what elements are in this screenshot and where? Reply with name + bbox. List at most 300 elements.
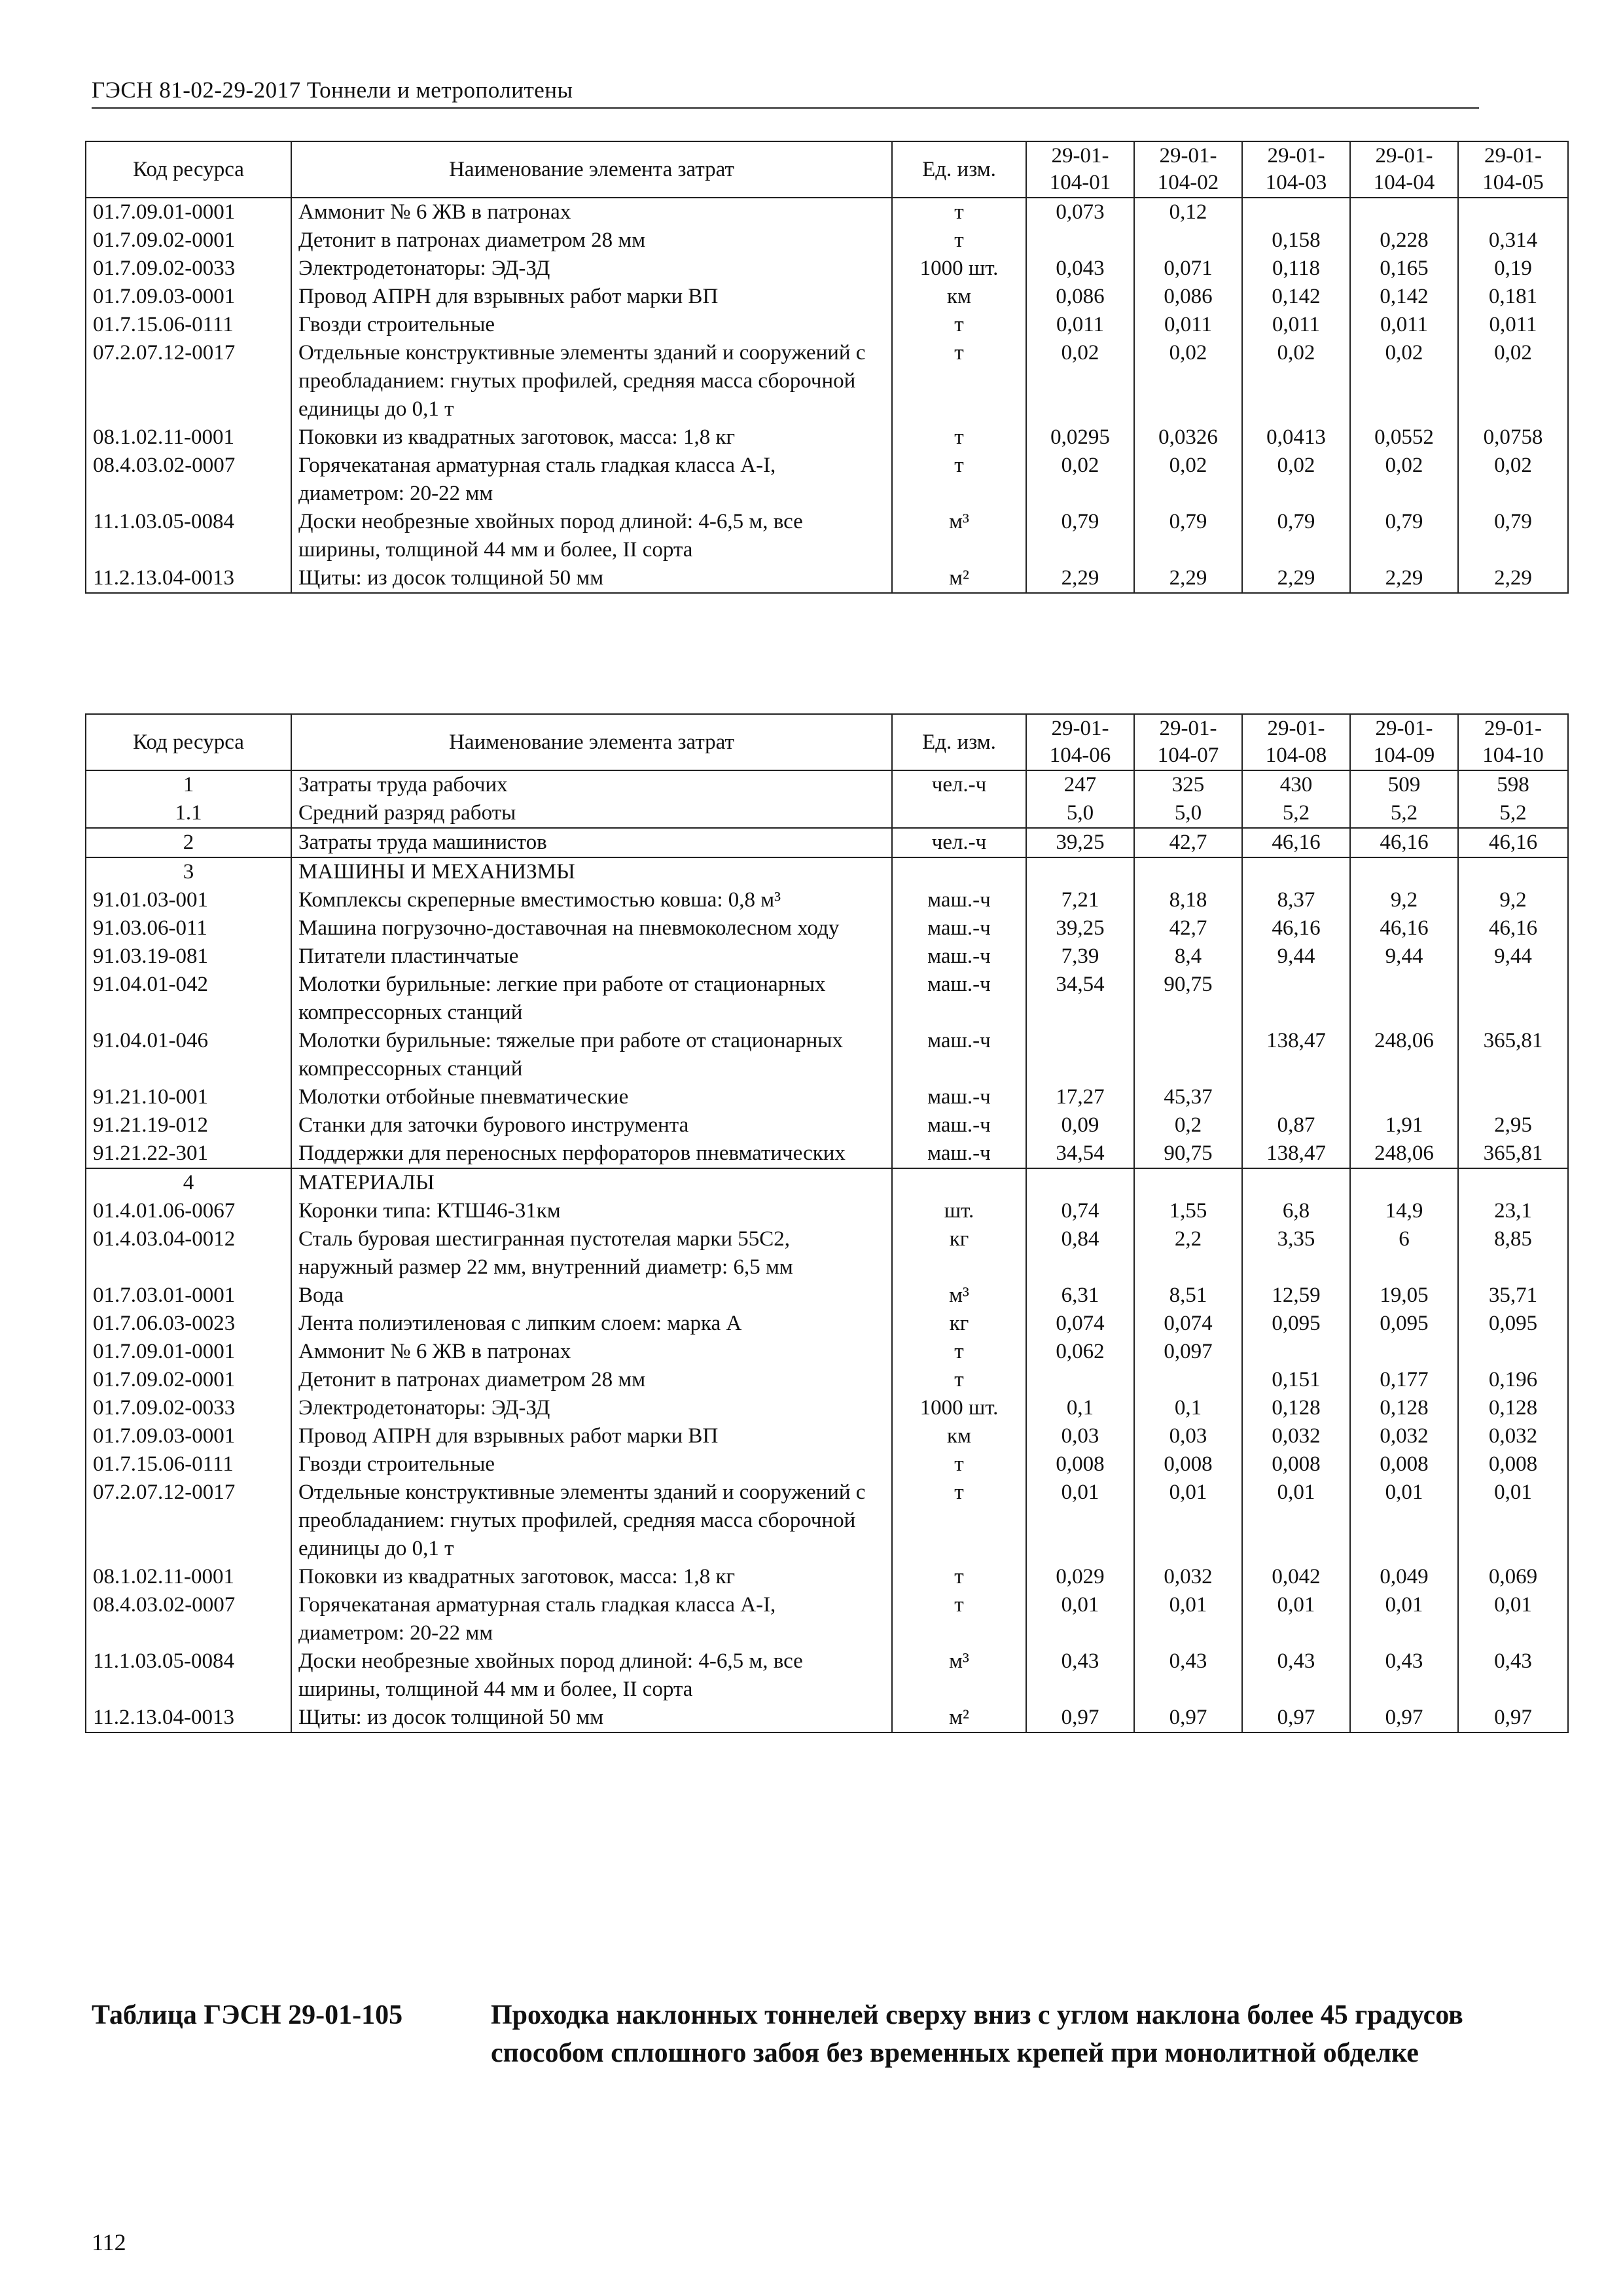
cell-unit: маш.-ч [892, 886, 1026, 914]
cell-value: 0,03 [1026, 1422, 1134, 1450]
col-header-norm: 29-01-104-05 [1458, 141, 1568, 198]
table-row [86, 1479, 1568, 1563]
cell-value [1134, 1168, 1242, 1197]
table-header-row [86, 141, 1568, 198]
cell-value: 0,128 [1242, 1394, 1350, 1422]
cell-code: 3 [86, 857, 291, 886]
cell-value: 46,16 [1458, 914, 1568, 942]
resource-table-2 [85, 713, 1569, 1733]
col-header-code: Код ресурса [86, 141, 291, 198]
cell-value [1458, 857, 1568, 886]
cell-name: Электродетонаторы: ЭД-ЗД [291, 255, 892, 283]
cell-value: 7,21 [1026, 886, 1134, 914]
cell-unit: т [892, 226, 1026, 255]
cell-value: 0,12 [1134, 198, 1242, 226]
col-header-norm: 29-01-104-09 [1350, 714, 1458, 770]
cell-unit: т [892, 1366, 1026, 1394]
cell-value: 0,0758 [1458, 423, 1568, 452]
cell-code: 91.21.19-012 [86, 1111, 291, 1139]
table-row [86, 1450, 1568, 1479]
cell-value: 1,55 [1134, 1197, 1242, 1225]
cell-value: 0,43 [1242, 1647, 1350, 1704]
cell-value: 0,02 [1458, 339, 1568, 423]
cell-value: 5,0 [1026, 799, 1134, 828]
cell-unit [892, 1168, 1026, 1197]
cell-value: 0,142 [1242, 283, 1350, 311]
cell-value [1242, 198, 1350, 226]
cell-unit: т [892, 311, 1026, 339]
cell-value: 0,032 [1134, 1563, 1242, 1591]
cell-value: 248,06 [1350, 1027, 1458, 1083]
cell-value: 0,01 [1242, 1479, 1350, 1563]
table-row [86, 828, 1568, 857]
cell-value: 2,29 [1242, 564, 1350, 593]
col-header-norm: 29-01-104-07 [1134, 714, 1242, 770]
cell-unit: т [892, 1338, 1026, 1366]
cell-value: 19,05 [1350, 1282, 1458, 1310]
cell-value: 365,81 [1458, 1027, 1568, 1083]
page-number: 112 [92, 2229, 126, 2255]
cell-value: 0,118 [1242, 255, 1350, 283]
cell-value: 0,032 [1242, 1422, 1350, 1450]
cell-value: 0,095 [1242, 1310, 1350, 1338]
table-row [86, 799, 1568, 828]
cell-code: 91.04.01-046 [86, 1027, 291, 1083]
cell-value [1026, 857, 1134, 886]
cell-value: 0,142 [1350, 283, 1458, 311]
cell-value: 0,2 [1134, 1111, 1242, 1139]
cell-value [1458, 1083, 1568, 1111]
cell-name: Доски необрезные хвойных пород длиной: 4-6,5 м, все ширины, толщиной 44 мм и более, II сорта [291, 1647, 892, 1704]
cell-value: 9,2 [1350, 886, 1458, 914]
cell-value: 0,062 [1026, 1338, 1134, 1366]
cell-value: 0,01 [1134, 1591, 1242, 1647]
cell-value: 0,02 [1458, 452, 1568, 508]
cell-value: 5,2 [1350, 799, 1458, 828]
cell-name: Комплексы скреперные вместимостью ковша: 0,8 м³ [291, 886, 892, 914]
cell-name: Горячекатаная арматурная сталь гладкая класса А-I, диаметром: 20-22 мм [291, 452, 892, 508]
cell-name: Электродетонаторы: ЭД-ЗД [291, 1394, 892, 1422]
cell-code: 2 [86, 828, 291, 857]
cell-value: 0,03 [1134, 1422, 1242, 1450]
cell-value: 9,44 [1458, 942, 1568, 971]
cell-value: 0,011 [1134, 311, 1242, 339]
cell-value: 0,02 [1026, 339, 1134, 423]
cell-value: 5,0 [1134, 799, 1242, 828]
cell-value: 17,27 [1026, 1083, 1134, 1111]
cell-unit [892, 799, 1026, 828]
cell-value: 0,01 [1242, 1591, 1350, 1647]
cell-unit: км [892, 283, 1026, 311]
cell-value: 34,54 [1026, 971, 1134, 1027]
cell-value: 0,181 [1458, 283, 1568, 311]
cell-value: 0,074 [1134, 1310, 1242, 1338]
cell-code: 01.7.09.01-0001 [86, 1338, 291, 1366]
cell-code: 08.4.03.02-0007 [86, 452, 291, 508]
cell-name: Поковки из квадратных заготовок, масса: 1,8 кг [291, 423, 892, 452]
cell-value: 46,16 [1242, 828, 1350, 857]
cell-value: 0,01 [1350, 1591, 1458, 1647]
table-row [86, 1647, 1568, 1704]
cell-name: Щиты: из досок толщиной 50 мм [291, 1704, 892, 1732]
table-row [86, 886, 1568, 914]
cell-value: 138,47 [1242, 1027, 1350, 1083]
cell-value: 0,97 [1026, 1704, 1134, 1732]
cell-value: 0,177 [1350, 1366, 1458, 1394]
cell-value: 6 [1350, 1225, 1458, 1282]
cell-name: Питатели пластинчатые [291, 942, 892, 971]
cell-name: Машина погрузочно-доставочная на пневмоколесном ходу [291, 914, 892, 942]
col-header-name: Наименование элемента затрат [291, 714, 892, 770]
cell-value [1458, 1168, 1568, 1197]
cell-value: 0,0552 [1350, 423, 1458, 452]
resource-table-1 [85, 141, 1569, 594]
cell-value: 0,158 [1242, 226, 1350, 255]
cell-value [1026, 1168, 1134, 1197]
cell-value [1242, 1168, 1350, 1197]
col-header-code: Код ресурса [86, 714, 291, 770]
cell-value: 0,043 [1026, 255, 1134, 283]
cell-value: 0,011 [1242, 311, 1350, 339]
cell-value: 0,02 [1134, 339, 1242, 423]
col-header-norm: 29-01-104-10 [1458, 714, 1568, 770]
cell-unit: м³ [892, 1647, 1026, 1704]
cell-value [1458, 971, 1568, 1027]
cell-code: 4 [86, 1168, 291, 1197]
cell-unit: чел.-ч [892, 828, 1026, 857]
cell-value: 0,0413 [1242, 423, 1350, 452]
cell-unit: маш.-ч [892, 971, 1026, 1027]
cell-unit: кг [892, 1225, 1026, 1282]
cell-value: 0,02 [1350, 452, 1458, 508]
cell-value [1458, 1338, 1568, 1366]
col-header-norm: 29-01-104-04 [1350, 141, 1458, 198]
cell-value: 2,29 [1026, 564, 1134, 593]
cell-value [1242, 1338, 1350, 1366]
cell-value: 0,029 [1026, 1563, 1134, 1591]
cell-value: 0,43 [1134, 1647, 1242, 1704]
cell-value: 509 [1350, 770, 1458, 799]
cell-code: 01.4.03.04-0012 [86, 1225, 291, 1282]
cell-value: 6,31 [1026, 1282, 1134, 1310]
cell-name: Поддержки для переносных перфораторов пневматических [291, 1139, 892, 1168]
table-row [86, 971, 1568, 1027]
table-row [86, 564, 1568, 593]
cell-value: 14,9 [1350, 1197, 1458, 1225]
cell-code: 11.1.03.05-0084 [86, 508, 291, 564]
cell-value [1242, 1083, 1350, 1111]
cell-value [1134, 1027, 1242, 1083]
cell-unit: т [892, 339, 1026, 423]
cell-value: 0,97 [1350, 1704, 1458, 1732]
cell-name: Затраты труда машинистов [291, 828, 892, 857]
cell-name: Молотки бурильные: тяжелые при работе от стационарных компрессорных станций [291, 1027, 892, 1083]
cell-code: 1.1 [86, 799, 291, 828]
cell-name: Гвозди строительные [291, 1450, 892, 1479]
cell-name: Средний разряд работы [291, 799, 892, 828]
cell-value: 0,042 [1242, 1563, 1350, 1591]
cell-unit: маш.-ч [892, 1027, 1026, 1083]
cell-value: 0,01 [1458, 1479, 1568, 1563]
cell-value: 0,165 [1350, 255, 1458, 283]
cell-code: 01.7.15.06-0111 [86, 311, 291, 339]
table-row [86, 1422, 1568, 1450]
cell-name: Вода [291, 1282, 892, 1310]
cell-name: Гвозди строительные [291, 311, 892, 339]
cell-value: 46,16 [1242, 914, 1350, 942]
cell-value: 0,84 [1026, 1225, 1134, 1282]
cell-value: 0,128 [1458, 1394, 1568, 1422]
cell-unit: т [892, 1563, 1026, 1591]
cell-value: 0,314 [1458, 226, 1568, 255]
cell-value: 90,75 [1134, 971, 1242, 1027]
cell-value: 0,128 [1350, 1394, 1458, 1422]
cell-value: 0,97 [1134, 1704, 1242, 1732]
cell-name: Горячекатаная арматурная сталь гладкая класса А-I, диаметром: 20-22 мм [291, 1591, 892, 1647]
cell-value: 0,071 [1134, 255, 1242, 283]
cell-code: 08.1.02.11-0001 [86, 1563, 291, 1591]
cell-unit: т [892, 423, 1026, 452]
cell-value: 0,01 [1026, 1479, 1134, 1563]
cell-value: 12,59 [1242, 1282, 1350, 1310]
table-row [86, 1282, 1568, 1310]
table-row [86, 1704, 1568, 1732]
cell-code: 07.2.07.12-0017 [86, 339, 291, 423]
cell-unit: т [892, 1450, 1026, 1479]
cell-name: Щиты: из досок толщиной 50 мм [291, 564, 892, 593]
table-row [86, 1366, 1568, 1394]
table-row [86, 1168, 1568, 1197]
cell-value: 0,79 [1350, 508, 1458, 564]
cell-unit: маш.-ч [892, 914, 1026, 942]
col-header-unit: Ед. изм. [892, 714, 1026, 770]
table-row [86, 226, 1568, 255]
cell-name: МАТЕРИАЛЫ [291, 1168, 892, 1197]
cell-unit: 1000 шт. [892, 255, 1026, 283]
cell-name: Отдельные конструктивные элементы зданий и сооружений с преобладанием: гнутых профилей, средняя масса сборочной единицы до 0,1 т [291, 1479, 892, 1563]
table-row [86, 1083, 1568, 1111]
cell-value [1458, 198, 1568, 226]
cell-code: 11.2.13.04-0013 [86, 564, 291, 593]
cell-code: 91.21.10-001 [86, 1083, 291, 1111]
cell-value [1134, 1366, 1242, 1394]
cell-value: 0,228 [1350, 226, 1458, 255]
cell-name: Провод АПРН для взрывных работ марки ВП [291, 1422, 892, 1450]
cell-value: 0,069 [1458, 1563, 1568, 1591]
col-header-norm: 29-01-104-01 [1026, 141, 1134, 198]
cell-code: 91.03.19-081 [86, 942, 291, 971]
cell-name: Молотки бурильные: легкие при работе от стационарных компрессорных станций [291, 971, 892, 1027]
cell-value: 247 [1026, 770, 1134, 799]
cell-value: 0,196 [1458, 1366, 1568, 1394]
cell-value: 0,79 [1134, 508, 1242, 564]
cell-code: 01.7.09.02-0033 [86, 1394, 291, 1422]
cell-unit: т [892, 1591, 1026, 1647]
cell-value: 248,06 [1350, 1139, 1458, 1168]
cell-code: 01.7.09.02-0033 [86, 255, 291, 283]
cell-value: 5,2 [1458, 799, 1568, 828]
cell-value: 0,1 [1134, 1394, 1242, 1422]
cell-code: 07.2.07.12-0017 [86, 1479, 291, 1563]
cell-value [1134, 226, 1242, 255]
cell-value: 42,7 [1134, 828, 1242, 857]
cell-value: 0,0295 [1026, 423, 1134, 452]
cell-value [1026, 226, 1134, 255]
table-row [86, 942, 1568, 971]
cell-code: 08.1.02.11-0001 [86, 423, 291, 452]
cell-value: 0,01 [1134, 1479, 1242, 1563]
cell-value: 325 [1134, 770, 1242, 799]
cell-unit: т [892, 198, 1026, 226]
table-row [86, 255, 1568, 283]
table-row [86, 1225, 1568, 1282]
cell-value: 0,1 [1026, 1394, 1134, 1422]
cell-name: Детонит в патронах диаметром 28 мм [291, 1366, 892, 1394]
table-row [86, 1310, 1568, 1338]
cell-value: 0,095 [1350, 1310, 1458, 1338]
col-header-norm: 29-01-104-02 [1134, 141, 1242, 198]
cell-code: 01.7.09.03-0001 [86, 1422, 291, 1450]
cell-code: 08.4.03.02-0007 [86, 1591, 291, 1647]
page-header: ГЭСН 81-02-29-2017 Тоннели и метрополитены [92, 77, 1479, 109]
cell-name: Детонит в патронах диаметром 28 мм [291, 226, 892, 255]
cell-value: 0,43 [1458, 1647, 1568, 1704]
cell-value: 0,011 [1350, 311, 1458, 339]
cell-value: 0,79 [1026, 508, 1134, 564]
cell-value: 0,19 [1458, 255, 1568, 283]
cell-value: 46,16 [1458, 828, 1568, 857]
table-row [86, 283, 1568, 311]
cell-value [1350, 971, 1458, 1027]
cell-value: 0,049 [1350, 1563, 1458, 1591]
cell-unit: маш.-ч [892, 1139, 1026, 1168]
cell-unit: м³ [892, 1282, 1026, 1310]
cell-value: 8,18 [1134, 886, 1242, 914]
col-header-norm: 29-01-104-08 [1242, 714, 1350, 770]
cell-value: 0,97 [1242, 1704, 1350, 1732]
cell-value: 0,79 [1458, 508, 1568, 564]
cell-unit: кг [892, 1310, 1026, 1338]
cell-value: 3,35 [1242, 1225, 1350, 1282]
cell-code: 01.7.15.06-0111 [86, 1450, 291, 1479]
cell-code: 01.7.03.01-0001 [86, 1282, 291, 1310]
cell-value: 39,25 [1026, 914, 1134, 942]
cell-code: 91.03.06-011 [86, 914, 291, 942]
cell-unit [892, 857, 1026, 886]
cell-value: 0,074 [1026, 1310, 1134, 1338]
cell-value [1026, 1027, 1134, 1083]
cell-value: 39,25 [1026, 828, 1134, 857]
cell-value: 9,44 [1242, 942, 1350, 971]
cell-name: Поковки из квадратных заготовок, масса: 1,8 кг [291, 1563, 892, 1591]
table-header-row [86, 714, 1568, 770]
cell-name: Молотки отбойные пневматические [291, 1083, 892, 1111]
cell-value: 0,095 [1458, 1310, 1568, 1338]
cell-value: 1,91 [1350, 1111, 1458, 1139]
cell-value [1026, 1366, 1134, 1394]
cell-value: 0,01 [1350, 1479, 1458, 1563]
table-row [86, 1139, 1568, 1168]
cell-value [1242, 857, 1350, 886]
cell-value: 8,4 [1134, 942, 1242, 971]
col-header-unit: Ед. изм. [892, 141, 1026, 198]
caption-label: Таблица ГЭСН 29-01-105 [92, 2000, 403, 2030]
cell-value: 0,02 [1242, 452, 1350, 508]
cell-value: 6,8 [1242, 1197, 1350, 1225]
cell-code: 01.7.09.02-0001 [86, 226, 291, 255]
cell-value: 9,44 [1350, 942, 1458, 971]
cell-value: 42,7 [1134, 914, 1242, 942]
table-row [86, 914, 1568, 942]
cell-value: 0,02 [1350, 339, 1458, 423]
cell-unit: км [892, 1422, 1026, 1450]
table-row [86, 1338, 1568, 1366]
cell-value: 598 [1458, 770, 1568, 799]
table-row [86, 1394, 1568, 1422]
cell-name: Лента полиэтиленовая с липким слоем: марка А [291, 1310, 892, 1338]
cell-value [1350, 1168, 1458, 1197]
cell-code: 91.21.22-301 [86, 1139, 291, 1168]
table-row [86, 339, 1568, 423]
col-header-norm: 29-01-104-06 [1026, 714, 1134, 770]
cell-name: Станки для заточки бурового инструмента [291, 1111, 892, 1139]
cell-code: 01.7.09.01-0001 [86, 198, 291, 226]
cell-value [1350, 1083, 1458, 1111]
cell-value [1242, 971, 1350, 1027]
cell-value: 46,16 [1350, 914, 1458, 942]
cell-value [1134, 857, 1242, 886]
cell-value: 2,2 [1134, 1225, 1242, 1282]
cell-value: 0,87 [1242, 1111, 1350, 1139]
cell-value: 45,37 [1134, 1083, 1242, 1111]
cell-value: 0,43 [1350, 1647, 1458, 1704]
cell-value: 34,54 [1026, 1139, 1134, 1168]
cell-unit: т [892, 452, 1026, 508]
cell-value: 0,086 [1134, 283, 1242, 311]
table-row [86, 1197, 1568, 1225]
cell-value: 0,032 [1350, 1422, 1458, 1450]
col-header-name: Наименование элемента затрат [291, 141, 892, 198]
cell-value: 9,2 [1458, 886, 1568, 914]
cell-value: 0,01 [1026, 1591, 1134, 1647]
table-row [86, 311, 1568, 339]
cell-value: 23,1 [1458, 1197, 1568, 1225]
cell-name: Доски необрезные хвойных пород длиной: 4-6,5 м, все ширины, толщиной 44 мм и более, II сорта [291, 508, 892, 564]
cell-value: 8,85 [1458, 1225, 1568, 1282]
cell-value: 8,51 [1134, 1282, 1242, 1310]
cell-value: 35,71 [1458, 1282, 1568, 1310]
table-row [86, 1111, 1568, 1139]
cell-unit: т [892, 1479, 1026, 1563]
table-row [86, 857, 1568, 886]
cell-value: 0,073 [1026, 198, 1134, 226]
cell-value: 2,29 [1458, 564, 1568, 593]
cell-value: 0,02 [1026, 452, 1134, 508]
cell-value: 0,97 [1458, 1704, 1568, 1732]
caption-title: Проходка наклонных тоннелей сверху вниз с углом наклона более 45 градусов способом сплошного забоя без временных крепей при монолитной обделке [491, 2000, 1463, 2068]
cell-value: 0,011 [1458, 311, 1568, 339]
cell-value: 0,01 [1458, 1591, 1568, 1647]
cell-name: Отдельные конструктивные элементы зданий и сооружений с преобладанием: гнутых профилей, средняя масса сборочной единицы до 0,1 т [291, 339, 892, 423]
cell-code: 91.01.03-001 [86, 886, 291, 914]
cell-value: 0,008 [1242, 1450, 1350, 1479]
cell-value: 365,81 [1458, 1139, 1568, 1168]
cell-value: 0,151 [1242, 1366, 1350, 1394]
cell-name: Затраты труда рабочих [291, 770, 892, 799]
cell-name: МАШИНЫ И МЕХАНИЗМЫ [291, 857, 892, 886]
cell-value [1350, 857, 1458, 886]
cell-value: 0,008 [1026, 1450, 1134, 1479]
